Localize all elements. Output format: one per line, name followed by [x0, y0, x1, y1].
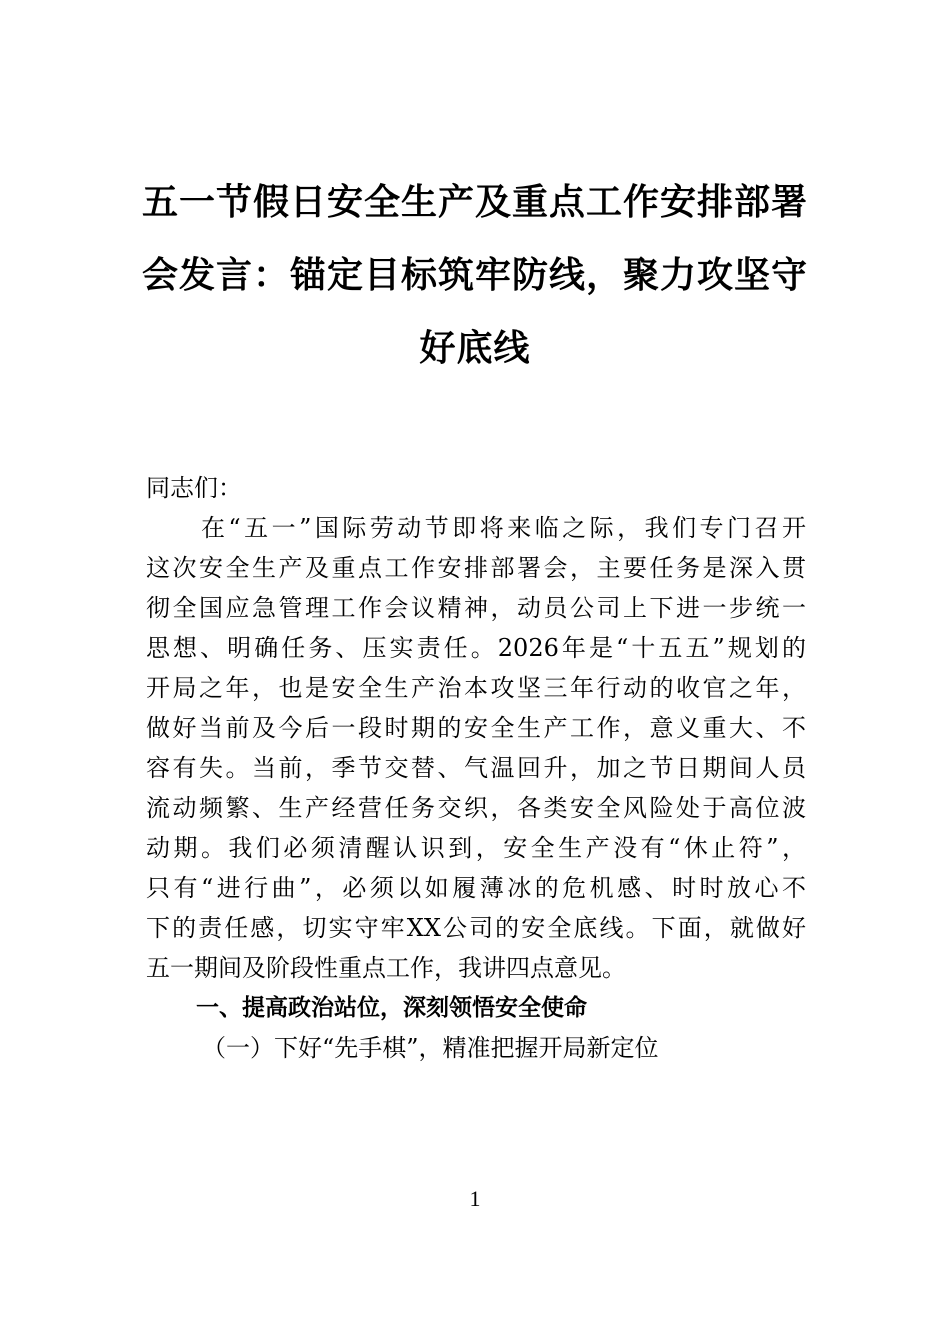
page-number: 1 [469, 1186, 481, 1211]
paragraph-line: 下的责任感，切实守牢XX公司的安全底线。下面，就做好 [146, 914, 806, 942]
paragraph-line: 在“五一”国际劳动节即将来临之际，我们专门召开 [146, 514, 806, 542]
title-line: 好底线 [419, 327, 531, 369]
opening-paragraph [146, 508, 806, 988]
paragraph-line: 做好当前及今后一段时期的安全生产工作，意义重大、不 [146, 714, 806, 742]
paragraph-line: 只有“进行曲”，必须以如履薄冰的危机感、时时放心不 [146, 874, 806, 902]
paragraph-line: 这次安全生产及重点工作安排部署会，主要任务是深入贯 [146, 554, 806, 582]
paragraph-line: 容有失。当前，季节交替、气温回升，加之节日期间人员 [146, 754, 806, 782]
subsection-heading: （一）下好“先手棋”，精准把握开局新定位 [202, 1034, 659, 1062]
title-line: 会发言：锚定目标筑牢防线，聚力攻坚守 [141, 254, 808, 296]
section-heading-1: 一、提高政治站位，深刻领悟安全使命 [196, 995, 587, 1021]
paragraph-line: 流动频繁、生产经营任务交织，各类安全风险处于高位波 [146, 794, 806, 822]
paragraph-line: 思想、明确任务、压实责任。2026年是“十五五”规划的 [146, 634, 806, 662]
paragraph-line: 动期。我们必须清醒认识到，安全生产没有“休止符”， [146, 834, 806, 862]
paragraph-line: 开局之年，也是安全生产治本攻坚三年行动的收官之年， [146, 674, 806, 702]
title-line: 五一节假日安全生产及重点工作安排部署 [141, 181, 808, 223]
document-title [140, 166, 810, 385]
document-body [146, 468, 806, 1068]
paragraph-line: 彻全国应急管理工作会议精神，动员公司上下进一步统一 [146, 594, 806, 622]
paragraph-line: 五一期间及阶段性重点工作，我讲四点意见。 [146, 954, 626, 982]
salutation: 同志们： [146, 474, 242, 502]
